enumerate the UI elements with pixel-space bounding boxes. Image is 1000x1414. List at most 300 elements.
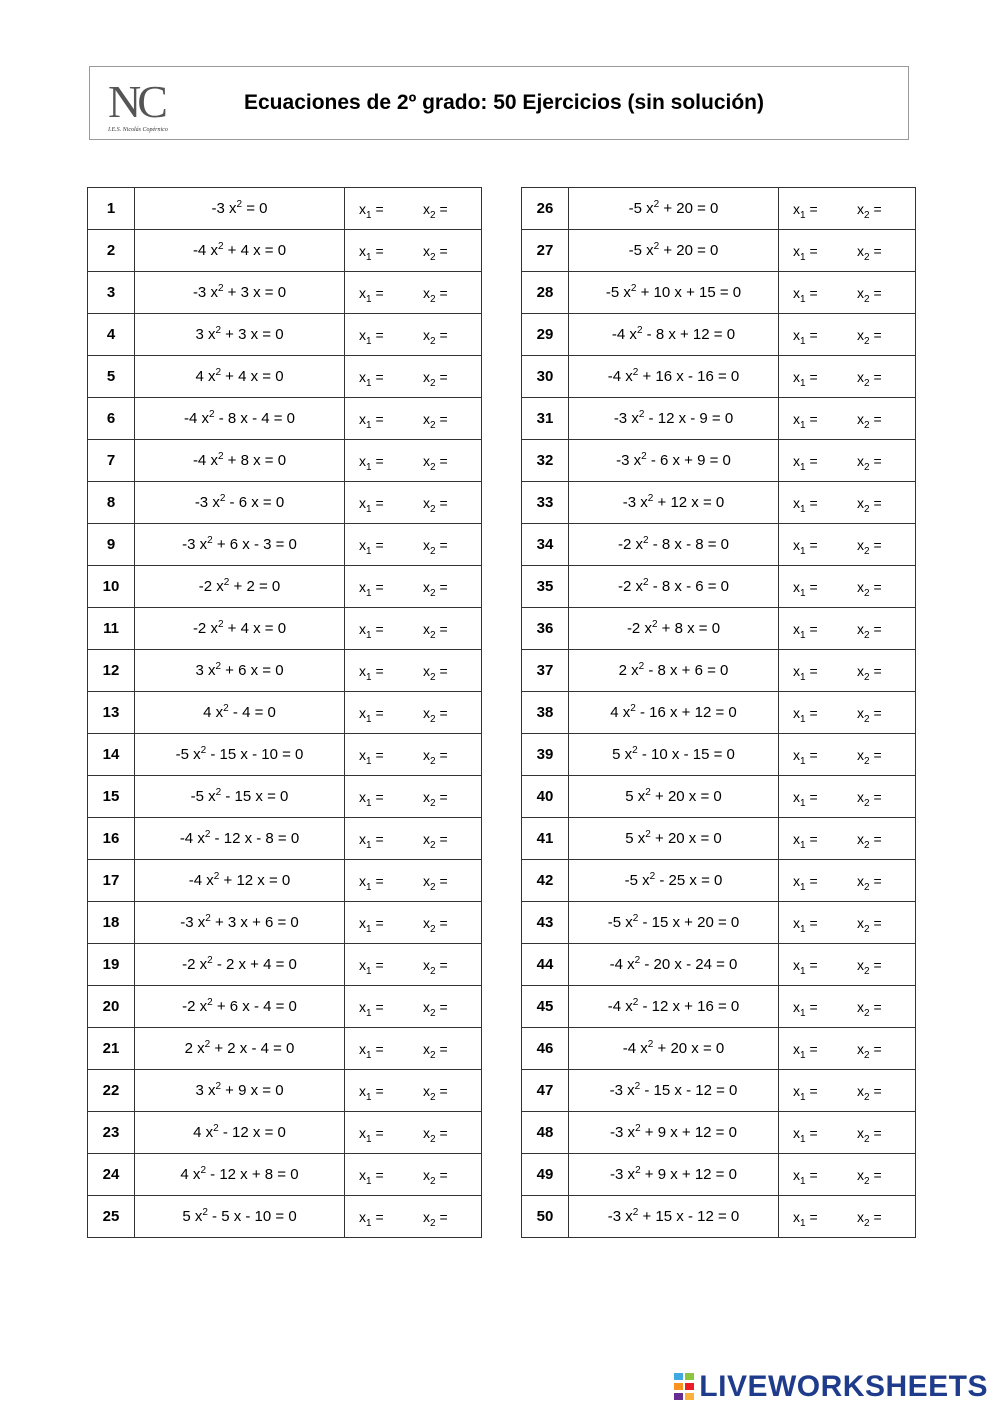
worksheet-header (89, 66, 909, 140)
exercise-row (522, 986, 916, 1028)
answer-cell[interactable] (345, 524, 482, 566)
answer-x2-field[interactable] (857, 1040, 882, 1061)
answer-x2-field[interactable] (857, 872, 882, 893)
answer-x1-field[interactable] (359, 368, 423, 389)
answer-x1-field[interactable] (359, 788, 423, 809)
x1-equals: = (805, 872, 818, 889)
exponent: 2 (200, 1165, 206, 1176)
answer-x1-field[interactable] (359, 1166, 423, 1187)
answer-x2-field[interactable] (423, 1124, 448, 1145)
equation-lead: -4 x (609, 956, 635, 973)
answer-cell[interactable] (345, 608, 482, 650)
answer-cell[interactable] (779, 482, 916, 524)
answer-x1-field[interactable] (793, 242, 857, 263)
answer-cell[interactable] (779, 650, 916, 692)
x2-subscript: 2 (864, 839, 870, 851)
equation (569, 860, 779, 902)
answer-cell[interactable] (779, 440, 916, 482)
answer-fields (779, 452, 915, 473)
answer-fields (779, 410, 915, 431)
answer-x1-field[interactable] (793, 1208, 857, 1229)
x2-var: x (857, 620, 864, 637)
answer-x1-field[interactable] (359, 1082, 423, 1103)
answer-x1-field[interactable] (359, 746, 423, 767)
equation-rest: + 3 x + 6 = 0 (210, 914, 299, 931)
x1-var: x (359, 830, 366, 847)
answer-x1-field[interactable] (359, 284, 423, 305)
x1-equals: = (371, 998, 384, 1015)
answer-x1-field[interactable] (793, 536, 857, 557)
answer-cell[interactable] (345, 818, 482, 860)
answer-x1-field[interactable] (359, 704, 423, 725)
answer-cell[interactable] (345, 272, 482, 314)
equation-rest: + 20 = 0 (659, 200, 719, 217)
x2-subscript: 2 (864, 671, 870, 683)
answer-x1-field[interactable] (359, 242, 423, 263)
answer-x2-field[interactable] (857, 410, 882, 431)
x2-subscript: 2 (430, 335, 436, 347)
answer-cell[interactable] (779, 1028, 916, 1070)
answer-x2-field[interactable] (423, 746, 448, 767)
answer-x1-field[interactable] (359, 1208, 423, 1229)
equation-lead: 5 x (625, 830, 646, 847)
x2-equals: = (869, 368, 882, 385)
exercise-number: 44 (522, 944, 569, 986)
exponent: 2 (236, 199, 243, 210)
answer-fields (779, 1166, 915, 1187)
answer-fields (345, 1124, 481, 1145)
answer-x2-field[interactable] (857, 578, 882, 599)
answer-cell[interactable] (345, 986, 482, 1028)
equation-lead: -3 x (607, 1208, 633, 1225)
answer-x1-field[interactable] (793, 914, 857, 935)
exercise-row (88, 1112, 482, 1154)
answer-x1-field[interactable] (359, 536, 423, 557)
exercise-row (88, 356, 482, 398)
x2-equals: = (435, 662, 448, 679)
answer-x1-field[interactable] (359, 998, 423, 1019)
answer-x1-field[interactable] (793, 872, 857, 893)
x1-var: x (793, 1166, 800, 1183)
answer-x1-field[interactable] (359, 662, 423, 683)
equation (569, 272, 779, 314)
x1-subscript: 1 (366, 839, 372, 851)
answer-x1-field[interactable] (359, 200, 423, 221)
answer-x2-field[interactable] (857, 1082, 882, 1103)
x1-equals: = (805, 368, 818, 385)
answer-fields (779, 998, 915, 1019)
equation (135, 1154, 345, 1196)
liveworksheets-icon (674, 1373, 696, 1401)
answer-cell[interactable] (779, 356, 916, 398)
equation (569, 608, 779, 650)
x2-subscript: 2 (430, 923, 436, 935)
answer-x2-field[interactable] (423, 914, 448, 935)
answer-cell[interactable] (779, 608, 916, 650)
answer-x2-field[interactable] (857, 284, 882, 305)
answer-cell[interactable] (779, 944, 916, 986)
answer-x1-field[interactable] (793, 1166, 857, 1187)
x1-var: x (359, 1124, 366, 1141)
x1-equals: = (805, 284, 818, 301)
exponent: 2 (632, 913, 639, 924)
answer-x2-field[interactable] (423, 1082, 448, 1103)
exercise-row (522, 566, 916, 608)
answer-x2-field[interactable] (857, 956, 882, 977)
x2-equals: = (869, 410, 882, 427)
answer-cell[interactable] (345, 692, 482, 734)
exponent: 2 (653, 199, 660, 210)
answer-cell[interactable] (345, 188, 482, 230)
answer-x2-field[interactable] (857, 242, 882, 263)
answer-x1-field[interactable] (359, 620, 423, 641)
answer-x2-field[interactable] (857, 1208, 882, 1229)
answer-cell[interactable] (345, 482, 482, 524)
answer-x2-field[interactable] (857, 998, 882, 1019)
answer-cell[interactable] (345, 314, 482, 356)
answer-cell[interactable] (345, 1154, 482, 1196)
answer-cell[interactable] (779, 314, 916, 356)
equation-rest: - 8 x - 6 = 0 (648, 578, 730, 595)
exercise-number: 32 (522, 440, 569, 482)
exercise-number: 28 (522, 272, 569, 314)
answer-x2-field[interactable] (857, 788, 882, 809)
exercise-row (522, 524, 916, 566)
answer-x1-field[interactable] (793, 746, 857, 767)
x2-var: x (857, 1082, 864, 1099)
answer-cell[interactable] (345, 398, 482, 440)
x2-var: x (857, 200, 864, 217)
answer-x1-field[interactable] (359, 452, 423, 473)
x2-var: x (857, 1166, 864, 1183)
exercise-row (88, 650, 482, 692)
answer-cell[interactable] (779, 1154, 916, 1196)
x1-subscript: 1 (366, 545, 372, 557)
answer-x2-field[interactable] (857, 620, 882, 641)
answer-cell[interactable] (345, 230, 482, 272)
x1-equals: = (371, 662, 384, 679)
answer-fields (779, 242, 915, 263)
answer-fields (779, 200, 915, 221)
answer-cell[interactable] (345, 734, 482, 776)
exercise-row (88, 1028, 482, 1070)
x1-subscript: 1 (800, 503, 806, 515)
exercise-row (522, 1112, 916, 1154)
answer-x2-field[interactable] (423, 368, 448, 389)
exercise-row (88, 230, 482, 272)
equation (569, 230, 779, 272)
answer-x1-field[interactable] (359, 326, 423, 347)
x1-var: x (359, 1082, 366, 1099)
answer-cell[interactable] (779, 818, 916, 860)
answer-x1-field[interactable] (793, 326, 857, 347)
answer-x1-field[interactable] (793, 284, 857, 305)
x1-equals: = (371, 914, 384, 931)
exercise-row (88, 1154, 482, 1196)
answer-x2-field[interactable] (423, 704, 448, 725)
answer-cell[interactable] (345, 356, 482, 398)
exercise-number: 1 (88, 188, 135, 230)
school-logo (106, 77, 196, 137)
answer-x2-field[interactable] (423, 872, 448, 893)
equation-rest: - 12 x - 9 = 0 (644, 410, 734, 427)
logo-caption: I.E.S. Nicolás Copérnico (108, 127, 168, 133)
answer-fields (779, 536, 915, 557)
equation-rest: + 4 x = 0 (221, 368, 284, 385)
exercise-row (88, 986, 482, 1028)
x2-subscript: 2 (430, 1175, 436, 1187)
x2-equals: = (435, 200, 448, 217)
answer-x1-field[interactable] (793, 1082, 857, 1103)
answer-x2-field[interactable] (857, 704, 882, 725)
answer-x1-field[interactable] (359, 1124, 423, 1145)
answer-cell[interactable] (345, 902, 482, 944)
equation-rest: - 15 x - 12 = 0 (640, 1082, 738, 1099)
x1-equals: = (371, 494, 384, 511)
answer-cell[interactable] (779, 188, 916, 230)
answer-x2-field[interactable] (423, 494, 448, 515)
answer-x2-field[interactable] (423, 326, 448, 347)
x1-equals: = (805, 1166, 818, 1183)
answer-x1-field[interactable] (793, 200, 857, 221)
answer-cell[interactable] (779, 272, 916, 314)
answer-cell[interactable] (779, 860, 916, 902)
exercise-number: 15 (88, 776, 135, 818)
answer-x2-field[interactable] (857, 662, 882, 683)
answer-x2-field[interactable] (423, 1208, 448, 1229)
answer-x2-field[interactable] (423, 200, 448, 221)
x1-subscript: 1 (366, 1049, 372, 1061)
x2-var: x (857, 368, 864, 385)
answer-x2-field[interactable] (423, 452, 448, 473)
x1-equals: = (805, 1082, 818, 1099)
equation (569, 482, 779, 524)
answer-x2-field[interactable] (857, 746, 882, 767)
equation-rest: + 6 x - 4 = 0 (212, 998, 297, 1015)
answer-x2-field[interactable] (857, 452, 882, 473)
answer-x2-field[interactable] (423, 788, 448, 809)
x1-var: x (793, 998, 800, 1015)
answer-x1-field[interactable] (793, 704, 857, 725)
answer-x2-field[interactable] (423, 956, 448, 977)
equation-rest: - 10 x - 15 = 0 (637, 746, 735, 763)
answer-x2-field[interactable] (423, 242, 448, 263)
answer-x2-field[interactable] (857, 326, 882, 347)
answer-x1-field[interactable] (793, 578, 857, 599)
x1-subscript: 1 (800, 965, 806, 977)
x1-var: x (793, 1040, 800, 1057)
x2-subscript: 2 (430, 419, 436, 431)
x1-equals: = (371, 410, 384, 427)
answer-x2-field[interactable] (423, 578, 448, 599)
answer-cell[interactable] (345, 776, 482, 818)
x1-subscript: 1 (366, 1091, 372, 1103)
answer-x1-field[interactable] (793, 368, 857, 389)
x2-subscript: 2 (864, 923, 870, 935)
answer-x2-field[interactable] (423, 1040, 448, 1061)
exponent: 2 (217, 283, 224, 294)
answer-x2-field[interactable] (423, 536, 448, 557)
answer-x1-field[interactable] (793, 494, 857, 515)
exercise-number: 42 (522, 860, 569, 902)
answer-x1-field[interactable] (359, 830, 423, 851)
answer-x1-field[interactable] (359, 872, 423, 893)
answer-cell[interactable] (779, 776, 916, 818)
answer-cell[interactable] (779, 1070, 916, 1112)
exercise-number: 11 (88, 608, 135, 650)
answer-cell[interactable] (345, 1112, 482, 1154)
answer-cell[interactable] (345, 566, 482, 608)
answer-x1-field[interactable] (793, 452, 857, 473)
answer-x1-field[interactable] (793, 998, 857, 1019)
equation (569, 1112, 779, 1154)
answer-x1-field[interactable] (793, 1040, 857, 1061)
equation (569, 188, 779, 230)
x2-subscript: 2 (430, 671, 436, 683)
answer-x2-field[interactable] (423, 284, 448, 305)
x1-subscript: 1 (800, 293, 806, 305)
answer-x1-field[interactable] (793, 956, 857, 977)
x1-equals: = (371, 704, 384, 721)
answer-x2-field[interactable] (423, 410, 448, 431)
page-title: Ecuaciones de 2º grado: 50 Ejercicios (sin solución) (244, 91, 764, 114)
x2-subscript: 2 (864, 713, 870, 725)
exercise-number: 21 (88, 1028, 135, 1070)
equation-rest: + 4 x = 0 (223, 242, 287, 259)
answer-cell[interactable] (779, 734, 916, 776)
x1-var: x (793, 536, 800, 553)
answer-x1-field[interactable] (793, 830, 857, 851)
x1-var: x (359, 956, 366, 973)
equation-lead: -3 x (610, 1166, 636, 1183)
answer-fields (345, 326, 481, 347)
answer-cell[interactable] (779, 398, 916, 440)
x2-subscript: 2 (864, 755, 870, 767)
x2-equals: = (435, 536, 448, 553)
answer-cell[interactable] (779, 524, 916, 566)
answer-x1-field[interactable] (793, 662, 857, 683)
answer-fields (779, 746, 915, 767)
equation-rest: - 8 x + 6 = 0 (644, 662, 729, 679)
equation-lead: -5 x (190, 788, 216, 805)
x2-equals: = (869, 200, 882, 217)
answer-cell[interactable] (779, 902, 916, 944)
x2-subscript: 2 (430, 1091, 436, 1103)
answer-cell[interactable] (345, 650, 482, 692)
answer-x2-field[interactable] (857, 830, 882, 851)
answer-cell[interactable] (779, 230, 916, 272)
exercise-number: 8 (88, 482, 135, 524)
answer-x1-field[interactable] (359, 914, 423, 935)
answer-cell[interactable] (779, 692, 916, 734)
answer-x1-field[interactable] (793, 410, 857, 431)
x2-equals: = (435, 1208, 448, 1225)
answer-fields (779, 662, 915, 683)
equation-rest: = 0 (242, 200, 268, 217)
x1-subscript: 1 (800, 1217, 806, 1229)
exercise-number: 4 (88, 314, 135, 356)
answer-cell[interactable] (345, 1028, 482, 1070)
exponent: 2 (651, 619, 658, 630)
answer-x2-field[interactable] (423, 620, 448, 641)
answer-cell[interactable] (345, 944, 482, 986)
equation (135, 1196, 345, 1238)
answer-x2-field[interactable] (423, 662, 448, 683)
x2-equals: = (869, 788, 882, 805)
equation (569, 1070, 779, 1112)
x2-equals: = (435, 914, 448, 931)
x1-subscript: 1 (366, 293, 372, 305)
x1-var: x (359, 998, 366, 1015)
answer-x1-field[interactable] (793, 1124, 857, 1145)
x2-var: x (857, 746, 864, 763)
answer-x1-field[interactable] (359, 494, 423, 515)
answer-x2-field[interactable] (857, 1124, 882, 1145)
exercise-row (522, 650, 916, 692)
answer-cell[interactable] (779, 1112, 916, 1154)
x1-equals: = (371, 1082, 384, 1099)
answer-x2-field[interactable] (857, 914, 882, 935)
answer-x1-field[interactable] (793, 788, 857, 809)
answer-cell[interactable] (779, 1196, 916, 1238)
answer-x1-field[interactable] (793, 620, 857, 641)
answer-fields (779, 830, 915, 851)
answer-x2-field[interactable] (857, 494, 882, 515)
answer-x1-field[interactable] (359, 578, 423, 599)
exponent: 2 (200, 745, 207, 756)
equation-lead: 3 x (195, 662, 216, 679)
exercise-row (522, 860, 916, 902)
answer-x2-field[interactable] (423, 998, 448, 1019)
equation-lead: 4 x (193, 1124, 214, 1141)
x1-equals: = (371, 1166, 384, 1183)
exercise-row (522, 356, 916, 398)
exponent: 2 (202, 1207, 208, 1218)
x1-equals: = (371, 620, 384, 637)
answer-x2-field[interactable] (857, 368, 882, 389)
x2-var: x (423, 242, 430, 259)
equation (135, 398, 345, 440)
answer-cell[interactable] (779, 566, 916, 608)
answer-x1-field[interactable] (359, 1040, 423, 1061)
exercise-number: 45 (522, 986, 569, 1028)
answer-x2-field[interactable] (857, 1166, 882, 1187)
answer-cell[interactable] (345, 860, 482, 902)
x1-var: x (359, 536, 366, 553)
x1-equals: = (805, 830, 818, 847)
answer-fields (345, 914, 481, 935)
answer-cell[interactable] (345, 440, 482, 482)
answer-x2-field[interactable] (423, 1166, 448, 1187)
x1-subscript: 1 (800, 335, 806, 347)
answer-x2-field[interactable] (857, 200, 882, 221)
x2-subscript: 2 (430, 881, 436, 893)
equation-rest: + 10 x + 15 = 0 (636, 284, 742, 301)
equation (569, 566, 779, 608)
answer-cell[interactable] (345, 1196, 482, 1238)
answer-cell[interactable] (345, 1070, 482, 1112)
answer-fields (779, 1082, 915, 1103)
x2-var: x (857, 956, 864, 973)
answer-x2-field[interactable] (423, 830, 448, 851)
x1-subscript: 1 (366, 503, 372, 515)
answer-x1-field[interactable] (359, 956, 423, 977)
x2-subscript: 2 (864, 251, 870, 263)
answer-cell[interactable] (779, 986, 916, 1028)
answer-x2-field[interactable] (857, 536, 882, 557)
x1-subscript: 1 (366, 965, 372, 977)
answer-x1-field[interactable] (359, 410, 423, 431)
